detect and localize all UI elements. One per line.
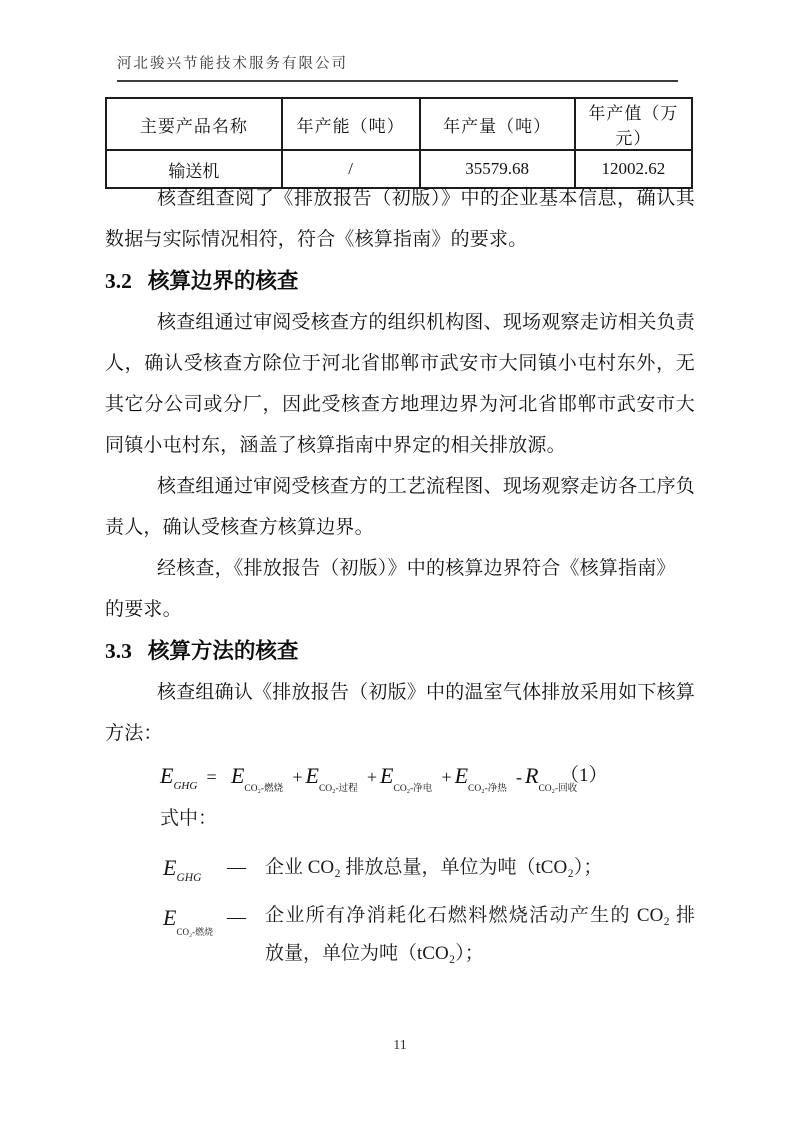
paragraph-line: 核查组查阅了《排放报告（初版）》中的企业基本信息，确认其 <box>157 188 695 209</box>
table-header-cell: 年产能（吨） <box>282 98 420 150</box>
definition-line: 企业所有净消耗化石燃料燃烧活动产生的 CO₂ 排 <box>265 905 695 926</box>
formula-operator: + <box>366 767 378 787</box>
table-cell: 输送机 <box>106 150 282 188</box>
equals-sign: = <box>206 767 217 787</box>
section-number: 3.3 <box>105 639 132 663</box>
definition-text <box>265 897 695 973</box>
paragraph-line: 的要求。 <box>105 599 182 620</box>
formula-subscript: CO₂-过程 <box>318 784 358 794</box>
formula-subscript: CO₂-燃烧 <box>244 784 284 794</box>
definition-dash: — <box>227 857 246 878</box>
paragraph-line: 核查组通过审阅受核查方的工艺流程图、现场观察走访各工序负 <box>157 476 695 497</box>
where-label: 式中： <box>160 808 218 829</box>
section-heading-3-2 <box>105 260 695 302</box>
paragraph-line: 人，确认受核查方除位于河北省邯郸市武安市大同镇小屯村东外，无 <box>105 353 695 374</box>
products-table <box>105 97 693 189</box>
table-cell: 35579.68 <box>420 150 575 188</box>
company-name: 河北骏兴节能技术服务有限公司 <box>117 56 348 72</box>
paragraph-line: 其它分公司或分厂，因此受核查方地理边界为河北省邯郸市武安市大 <box>105 394 695 415</box>
paragraph-line: 方法： <box>105 723 163 744</box>
formula-operator: + <box>292 767 303 787</box>
formula-term <box>438 763 507 794</box>
formula-symbol: E <box>163 905 177 930</box>
formula-subscript: CO₂-净电 <box>393 784 433 794</box>
definition-symbol <box>163 847 227 889</box>
definition-row <box>105 847 695 889</box>
formula-symbol: R <box>524 763 539 788</box>
formula-subscript: GHG <box>173 780 198 792</box>
formula-term <box>225 763 284 794</box>
formula-symbol: E <box>454 763 469 788</box>
formula-subscript: CO₂-回收 <box>538 784 578 794</box>
paragraph-line: 核查组通过审阅受核查方的组织机构图、现场观察走访相关负责 <box>157 312 695 333</box>
formula-lhs <box>160 763 198 792</box>
table-header-row <box>106 98 692 150</box>
definition-symbol <box>163 897 227 973</box>
formula-symbol: E <box>305 763 319 788</box>
section-title: 核算边界的核查 <box>147 269 299 293</box>
formula-symbol: E <box>163 855 177 880</box>
page-header <box>117 52 678 82</box>
formula-subscript: GHG <box>176 872 202 884</box>
table-cell: / <box>282 150 420 188</box>
section-heading-3-3 <box>105 630 695 672</box>
paragraph-line: 经核查，《排放报告（初版）》中的核算边界符合《核算指南》 <box>157 558 676 579</box>
formula-term <box>289 763 358 794</box>
definition-dash: — <box>227 907 246 928</box>
definition-text <box>265 847 695 889</box>
table-header-cell: 主要产品名称 <box>106 98 282 150</box>
table-cell: 12002.62 <box>575 150 692 188</box>
definition-row <box>105 897 695 973</box>
formula-symbol: E <box>160 763 174 788</box>
table-header-cell: 年产值（万元） <box>575 98 692 150</box>
formula-term <box>364 763 433 794</box>
formula-symbol: E <box>380 763 394 788</box>
formula-subscript: CO₂-净热 <box>468 784 507 794</box>
page-number: 11 <box>393 1038 407 1053</box>
definition-line: 企业 CO₂ 排放总量，单位为吨（tCO₂）； <box>265 857 603 878</box>
paragraph-line: 同镇小屯村东，涵盖了核算指南中界定的相关排放源。 <box>105 435 566 456</box>
emission-formula <box>105 754 695 798</box>
table-header-cell: 年产量（吨） <box>420 98 575 150</box>
definition-line: 放量，单位为吨（tCO₂）； <box>265 943 484 964</box>
formula-operator: + <box>441 767 452 787</box>
formula-subscript: CO₂-燃烧 <box>176 927 214 937</box>
equation-number: （1） <box>560 765 608 786</box>
document-body <box>105 178 695 973</box>
formula-operator: - <box>515 767 522 787</box>
section-title: 核算方法的核查 <box>147 639 299 663</box>
paragraph-line: 数据与实际情况相符，符合《核算指南》的要求。 <box>105 229 528 250</box>
section-number: 3.2 <box>105 269 132 293</box>
paragraph-line: 责人，确认受核查方核算边界。 <box>105 517 374 538</box>
formula-symbol: E <box>230 763 245 788</box>
paragraph-line: 核查组确认《排放报告（初版》中的温室气体排放采用如下核算 <box>157 682 695 703</box>
